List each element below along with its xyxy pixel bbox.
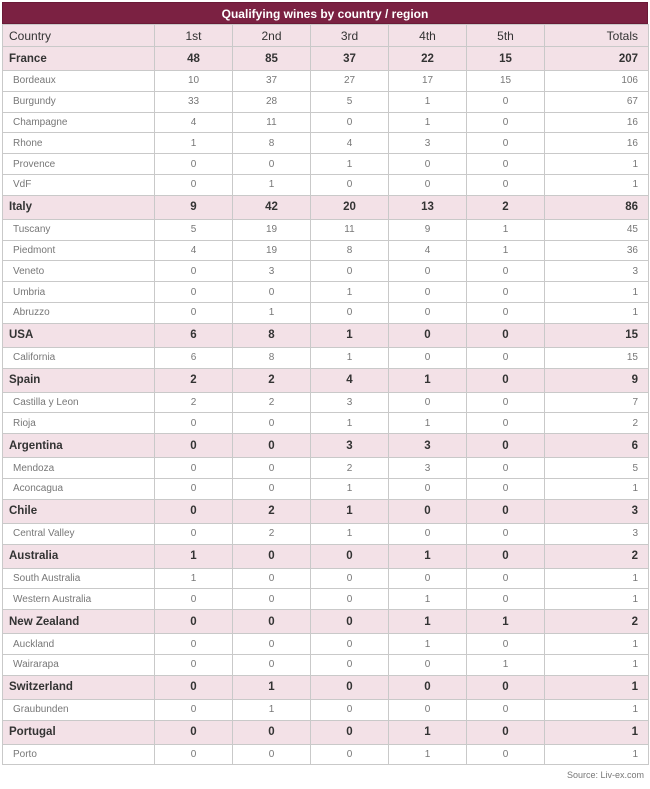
table-cell: 0 <box>467 133 545 154</box>
table-cell: 28 <box>233 91 311 112</box>
table-cell: 0 <box>389 261 467 282</box>
table-cell: 0 <box>467 323 545 347</box>
table-cell: 2 <box>545 610 649 634</box>
table-cell: 0 <box>233 568 311 589</box>
region-row <box>3 302 649 323</box>
country-row <box>3 368 649 392</box>
table-cell: 45 <box>545 219 649 240</box>
table-cell: 0 <box>233 634 311 655</box>
table-cell: 2 <box>155 368 233 392</box>
table-cell: 0 <box>233 654 311 675</box>
table-cell: 6 <box>155 347 233 368</box>
row-label: New Zealand <box>3 610 155 634</box>
table-cell: 33 <box>155 91 233 112</box>
table-cell: 0 <box>311 744 389 765</box>
table-cell: 0 <box>233 744 311 765</box>
table-cell: 0 <box>155 499 233 523</box>
table-cell: 0 <box>155 413 233 434</box>
row-label: Australia <box>3 544 155 568</box>
row-label: South Australia <box>3 568 155 589</box>
table-cell: 0 <box>311 261 389 282</box>
table-cell: 0 <box>311 112 389 133</box>
table-cell: 0 <box>155 589 233 610</box>
table-cell: 19 <box>233 219 311 240</box>
table-cell: 8 <box>311 240 389 261</box>
table-cell: 0 <box>467 91 545 112</box>
row-label: Rioja <box>3 413 155 434</box>
table-cell: 1 <box>389 112 467 133</box>
column-header-5th: 5th <box>467 25 545 47</box>
table-cell: 1 <box>311 154 389 175</box>
table-cell: 2 <box>233 392 311 413</box>
table-cell: 0 <box>389 392 467 413</box>
table-cell: 1 <box>389 720 467 744</box>
table-cell: 207 <box>545 47 649 71</box>
country-row <box>3 323 649 347</box>
table-cell: 48 <box>155 47 233 71</box>
region-row <box>3 174 649 195</box>
table-cell: 0 <box>311 302 389 323</box>
table-cell: 0 <box>389 568 467 589</box>
table-cell: 3 <box>389 133 467 154</box>
country-row <box>3 544 649 568</box>
table-cell: 106 <box>545 71 649 92</box>
table-cell: 0 <box>155 478 233 499</box>
table-cell: 1 <box>545 154 649 175</box>
table-cell: 36 <box>545 240 649 261</box>
table-cell: 86 <box>545 195 649 219</box>
table-cell: 0 <box>467 523 545 544</box>
table-cell: 0 <box>389 323 467 347</box>
table-cell: 2 <box>233 368 311 392</box>
table-cell: 42 <box>233 195 311 219</box>
row-label: VdF <box>3 174 155 195</box>
table-cell: 0 <box>311 675 389 699</box>
table-cell: 0 <box>389 675 467 699</box>
table-cell: 0 <box>467 499 545 523</box>
table-cell: 7 <box>545 392 649 413</box>
row-label: Provence <box>3 154 155 175</box>
table-cell: 2 <box>233 523 311 544</box>
row-label: Switzerland <box>3 675 155 699</box>
table-cell: 0 <box>233 589 311 610</box>
row-label: Graubunden <box>3 699 155 720</box>
table-cell: 0 <box>155 458 233 479</box>
table-cell: 2 <box>155 392 233 413</box>
table-cell: 16 <box>545 112 649 133</box>
table-cell: 2 <box>233 499 311 523</box>
row-label: Western Australia <box>3 589 155 610</box>
table-cell: 1 <box>311 347 389 368</box>
row-label: Chile <box>3 499 155 523</box>
table-cell: 0 <box>233 413 311 434</box>
table-cell: 0 <box>467 282 545 303</box>
table-cell: 1 <box>545 744 649 765</box>
table-cell: 2 <box>545 544 649 568</box>
region-row <box>3 413 649 434</box>
table-cell: 0 <box>155 634 233 655</box>
table-cell: 1 <box>311 478 389 499</box>
table-cell: 0 <box>155 261 233 282</box>
region-row <box>3 133 649 154</box>
column-header-3rd: 3rd <box>311 25 389 47</box>
table-cell: 0 <box>467 174 545 195</box>
table-cell: 2 <box>311 458 389 479</box>
row-label: Aconcagua <box>3 478 155 499</box>
table-cell: 1 <box>155 133 233 154</box>
table-cell: 1 <box>389 91 467 112</box>
table-cell: 27 <box>311 71 389 92</box>
table-cell: 0 <box>155 744 233 765</box>
table-cell: 1 <box>389 610 467 634</box>
column-header-1st: 1st <box>155 25 233 47</box>
table-cell: 1 <box>545 699 649 720</box>
table-cell: 1 <box>545 634 649 655</box>
table-cell: 0 <box>389 174 467 195</box>
region-row <box>3 154 649 175</box>
region-row <box>3 91 649 112</box>
table-cell: 1 <box>389 744 467 765</box>
row-label: Piedmont <box>3 240 155 261</box>
region-row <box>3 744 649 765</box>
table-cell: 5 <box>155 219 233 240</box>
table-cell: 0 <box>467 413 545 434</box>
table-cell: 1 <box>389 368 467 392</box>
country-row <box>3 499 649 523</box>
table-cell: 0 <box>467 154 545 175</box>
table-cell: 1 <box>233 302 311 323</box>
table-cell: 15 <box>545 347 649 368</box>
table-cell: 9 <box>389 219 467 240</box>
table-title: Qualifying wines by country / region <box>2 2 648 24</box>
table-cell: 0 <box>467 589 545 610</box>
region-row <box>3 347 649 368</box>
table-cell: 1 <box>155 568 233 589</box>
table-cell: 0 <box>389 699 467 720</box>
row-label: Rhone <box>3 133 155 154</box>
row-label: Porto <box>3 744 155 765</box>
row-label: Spain <box>3 368 155 392</box>
table-cell: 0 <box>389 347 467 368</box>
table-cell: 0 <box>467 302 545 323</box>
table-body <box>3 47 649 765</box>
table-cell: 1 <box>311 323 389 347</box>
table-cell: 3 <box>389 434 467 458</box>
table-cell: 0 <box>467 478 545 499</box>
table-cell: 3 <box>389 458 467 479</box>
row-label: Auckland <box>3 634 155 655</box>
table-cell: 15 <box>467 71 545 92</box>
table-cell: 0 <box>467 112 545 133</box>
table-cell: 4 <box>311 133 389 154</box>
row-label: Bordeaux <box>3 71 155 92</box>
row-label: Tuscany <box>3 219 155 240</box>
table-cell: 1 <box>389 413 467 434</box>
table-cell: 0 <box>155 720 233 744</box>
table-cell: 0 <box>389 523 467 544</box>
table-cell: 0 <box>467 458 545 479</box>
region-row <box>3 654 649 675</box>
table-cell: 4 <box>155 112 233 133</box>
row-label: Champagne <box>3 112 155 133</box>
table-cell: 0 <box>467 675 545 699</box>
table-cell: 0 <box>311 589 389 610</box>
region-row <box>3 699 649 720</box>
row-label: California <box>3 347 155 368</box>
table-cell: 37 <box>233 71 311 92</box>
table-cell: 0 <box>389 478 467 499</box>
table-cell: 0 <box>467 368 545 392</box>
country-row <box>3 195 649 219</box>
table-cell: 0 <box>155 154 233 175</box>
table-cell: 1 <box>311 523 389 544</box>
table-cell: 3 <box>545 523 649 544</box>
row-label: Castilla y Leon <box>3 392 155 413</box>
table-cell: 0 <box>233 282 311 303</box>
table-cell: 0 <box>311 634 389 655</box>
table-cell: 1 <box>467 654 545 675</box>
table-cell: 0 <box>155 699 233 720</box>
table-cell: 0 <box>467 744 545 765</box>
row-label: Argentina <box>3 434 155 458</box>
table-cell: 1 <box>467 610 545 634</box>
table-cell: 16 <box>545 133 649 154</box>
table-cell: 0 <box>233 544 311 568</box>
table-cell: 0 <box>389 499 467 523</box>
table-cell: 5 <box>311 91 389 112</box>
table-cell: 2 <box>545 413 649 434</box>
column-header-totals: Totals <box>545 25 649 47</box>
region-row <box>3 392 649 413</box>
table-cell: 8 <box>233 133 311 154</box>
table-cell: 1 <box>545 478 649 499</box>
table-cell: 15 <box>545 323 649 347</box>
table-cell: 0 <box>233 434 311 458</box>
table-cell: 3 <box>311 434 389 458</box>
table-cell: 15 <box>467 47 545 71</box>
table-cell: 0 <box>155 654 233 675</box>
table-cell: 17 <box>389 71 467 92</box>
row-label: Portugal <box>3 720 155 744</box>
table-cell: 1 <box>389 634 467 655</box>
table-cell: 0 <box>155 675 233 699</box>
row-label: Veneto <box>3 261 155 282</box>
table-cell: 4 <box>311 368 389 392</box>
region-row <box>3 458 649 479</box>
region-row <box>3 634 649 655</box>
table-cell: 1 <box>233 699 311 720</box>
table-cell: 3 <box>545 261 649 282</box>
country-row <box>3 720 649 744</box>
table-cell: 8 <box>233 347 311 368</box>
table-cell: 0 <box>233 458 311 479</box>
table-cell: 2 <box>467 195 545 219</box>
country-row <box>3 610 649 634</box>
table-cell: 0 <box>311 568 389 589</box>
table-cell: 1 <box>545 654 649 675</box>
region-row <box>3 282 649 303</box>
table-cell: 0 <box>155 174 233 195</box>
table-cell: 0 <box>155 302 233 323</box>
table-cell: 0 <box>467 261 545 282</box>
table-cell: 11 <box>311 219 389 240</box>
column-header-2nd: 2nd <box>233 25 311 47</box>
table-cell: 0 <box>467 544 545 568</box>
table-cell: 0 <box>155 523 233 544</box>
table-cell: 0 <box>467 720 545 744</box>
table-cell: 1 <box>545 174 649 195</box>
table-cell: 1 <box>545 675 649 699</box>
table-cell: 0 <box>467 634 545 655</box>
table-cell: 0 <box>311 610 389 634</box>
table-cell: 8 <box>233 323 311 347</box>
table-cell: 1 <box>389 544 467 568</box>
table-cell: 0 <box>155 610 233 634</box>
table-cell: 3 <box>233 261 311 282</box>
table-cell: 9 <box>155 195 233 219</box>
table-cell: 0 <box>311 654 389 675</box>
column-header-country: Country <box>3 25 155 47</box>
table-cell: 0 <box>233 154 311 175</box>
source-note: Source: Liv-ex.com <box>566 770 644 780</box>
row-label: Italy <box>3 195 155 219</box>
table-cell: 37 <box>311 47 389 71</box>
table-cell: 1 <box>233 675 311 699</box>
table-cell: 0 <box>233 610 311 634</box>
table-cell: 9 <box>545 368 649 392</box>
table-cell: 1 <box>467 219 545 240</box>
region-row <box>3 589 649 610</box>
table-cell: 1 <box>233 174 311 195</box>
table-cell: 1 <box>545 302 649 323</box>
table-cell: 0 <box>389 654 467 675</box>
table-cell: 1 <box>311 499 389 523</box>
table-cell: 3 <box>311 392 389 413</box>
region-row <box>3 478 649 499</box>
table-cell: 0 <box>467 699 545 720</box>
table-cell: 0 <box>311 174 389 195</box>
country-row <box>3 434 649 458</box>
table-cell: 0 <box>467 392 545 413</box>
table-cell: 22 <box>389 47 467 71</box>
table-cell: 0 <box>467 568 545 589</box>
table-cell: 0 <box>389 302 467 323</box>
table-cell: 0 <box>233 720 311 744</box>
region-row <box>3 71 649 92</box>
region-row <box>3 523 649 544</box>
wines-table <box>2 24 649 765</box>
table-cell: 0 <box>155 434 233 458</box>
table-cell: 1 <box>389 589 467 610</box>
table-cell: 0 <box>389 154 467 175</box>
table-cell: 0 <box>467 347 545 368</box>
table-cell: 0 <box>311 544 389 568</box>
region-row <box>3 112 649 133</box>
table-cell: 20 <box>311 195 389 219</box>
table-cell: 0 <box>233 478 311 499</box>
table-cell: 1 <box>545 720 649 744</box>
table-cell: 1 <box>155 544 233 568</box>
table-cell: 1 <box>545 282 649 303</box>
table-container <box>2 2 648 765</box>
table-cell: 67 <box>545 91 649 112</box>
table-cell: 0 <box>389 282 467 303</box>
table-cell: 19 <box>233 240 311 261</box>
table-cell: 10 <box>155 71 233 92</box>
table-cell: 0 <box>311 699 389 720</box>
table-cell: 5 <box>545 458 649 479</box>
table-cell: 85 <box>233 47 311 71</box>
row-label: Abruzzo <box>3 302 155 323</box>
table-cell: 1 <box>545 568 649 589</box>
table-cell: 4 <box>389 240 467 261</box>
country-row <box>3 47 649 71</box>
table-cell: 0 <box>467 434 545 458</box>
region-row <box>3 240 649 261</box>
table-cell: 6 <box>155 323 233 347</box>
region-row <box>3 261 649 282</box>
column-header-4th: 4th <box>389 25 467 47</box>
table-cell: 1 <box>311 413 389 434</box>
region-row <box>3 568 649 589</box>
row-label: USA <box>3 323 155 347</box>
table-cell: 6 <box>545 434 649 458</box>
row-label: Mendoza <box>3 458 155 479</box>
row-label: Central Valley <box>3 523 155 544</box>
table-cell: 4 <box>155 240 233 261</box>
header-row <box>3 25 649 47</box>
region-row <box>3 219 649 240</box>
table-cell: 1 <box>467 240 545 261</box>
row-label: Burgundy <box>3 91 155 112</box>
table-cell: 0 <box>311 720 389 744</box>
table-cell: 13 <box>389 195 467 219</box>
table-cell: 11 <box>233 112 311 133</box>
row-label: Wairarapa <box>3 654 155 675</box>
table-cell: 3 <box>545 499 649 523</box>
row-label: Umbria <box>3 282 155 303</box>
country-row <box>3 675 649 699</box>
table-cell: 1 <box>311 282 389 303</box>
table-cell: 1 <box>545 589 649 610</box>
table-cell: 0 <box>155 282 233 303</box>
row-label: France <box>3 47 155 71</box>
